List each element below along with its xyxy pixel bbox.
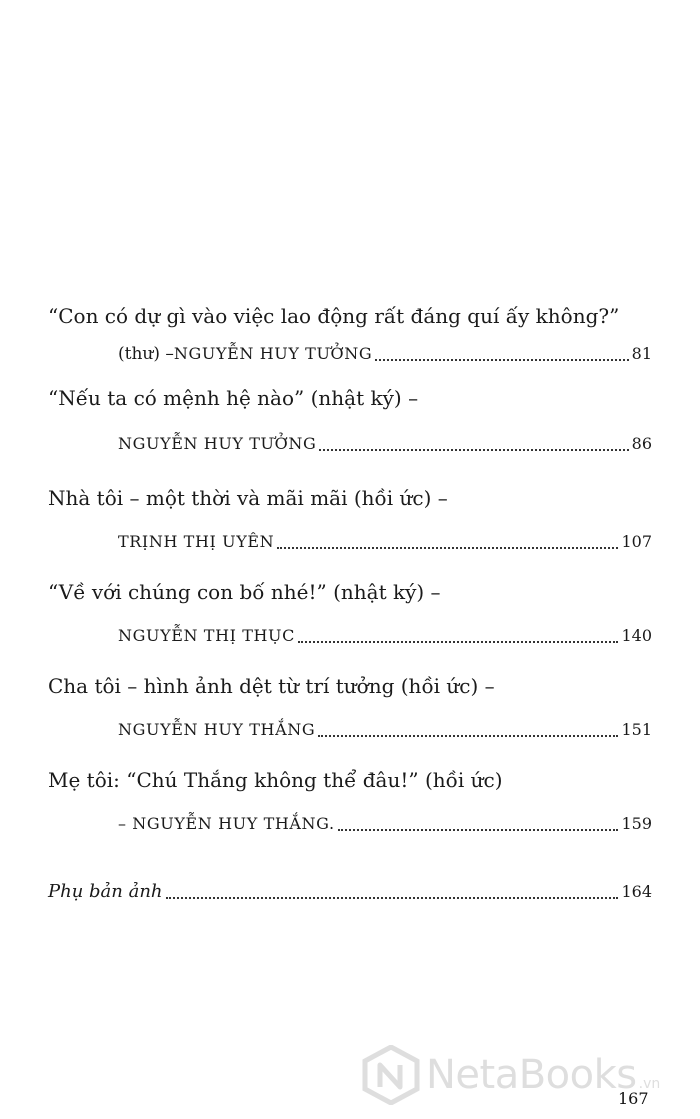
dot-leader [319, 449, 628, 451]
watermark-brand: NetaBooks [426, 1052, 637, 1098]
toc-entry-line[interactable] [118, 624, 652, 648]
toc-entry-author: – NGUYỄN HUY THẮNG. [118, 814, 335, 833]
toc-appendix-title: Phụ bản ảnh [48, 881, 163, 902]
toc-entry-title: “Về với chúng con bố nhé!” (nhật ký) – [48, 580, 441, 604]
toc-entry-page: 140 [621, 626, 652, 645]
dot-leader [338, 829, 619, 831]
toc-entry-line[interactable] [118, 812, 652, 836]
toc-appendix-page: 164 [621, 882, 652, 901]
dot-leader [375, 359, 628, 361]
netabooks-logo-icon [362, 1045, 420, 1105]
toc-entry-page: 86 [631, 434, 652, 453]
toc-entry-author: TRỊNH THỊ UYÊN [118, 532, 275, 551]
dot-leader [277, 547, 618, 549]
toc-entry-title: Cha tôi – hình ảnh dệt từ trí tưởng (hồi ức) – [48, 674, 495, 698]
toc-entry-page: 151 [621, 720, 652, 739]
toc-entry-title: “Con có dự gì vào việc lao động rất đáng quí ấy không?” [48, 304, 620, 328]
toc-entry-line[interactable] [118, 530, 652, 554]
toc-entry-title: “Nếu ta có mệnh hệ nào” (nhật ký) – [48, 386, 419, 410]
toc-entry-title: Nhà tôi – một thời và mãi mãi (hồi ức) – [48, 486, 448, 510]
netabooks-watermark [362, 1045, 660, 1105]
toc-appendix-line[interactable] [48, 880, 652, 904]
page-number: 167 [618, 1089, 649, 1108]
toc-entry-page: 107 [621, 532, 652, 551]
toc-entry-author: NGUYỄN HUY TƯỞNG [173, 344, 373, 363]
toc-entry-author: NGUYỄN THỊ THỤC [118, 626, 295, 645]
watermark-tld: .vn [638, 1076, 661, 1092]
dot-leader [166, 897, 619, 899]
toc-entry-author: NGUYỄN HUY THẮNG [118, 720, 316, 739]
toc-entry-author: NGUYỄN HUY TƯỞNG [118, 434, 317, 453]
toc-entry-title: Mẹ tôi: “Chú Thắng không thể đâu!” (hồi ức) [48, 768, 503, 792]
toc-entry-line[interactable] [118, 718, 652, 742]
toc-entry-page: 81 [631, 344, 652, 363]
dot-leader [298, 641, 618, 643]
toc-entry-kind: (thư) – [118, 344, 174, 364]
toc-entry-line[interactable] [118, 342, 652, 366]
dot-leader [318, 735, 618, 737]
toc-entry-page: 159 [621, 814, 652, 833]
toc-entry-line[interactable] [118, 432, 652, 456]
